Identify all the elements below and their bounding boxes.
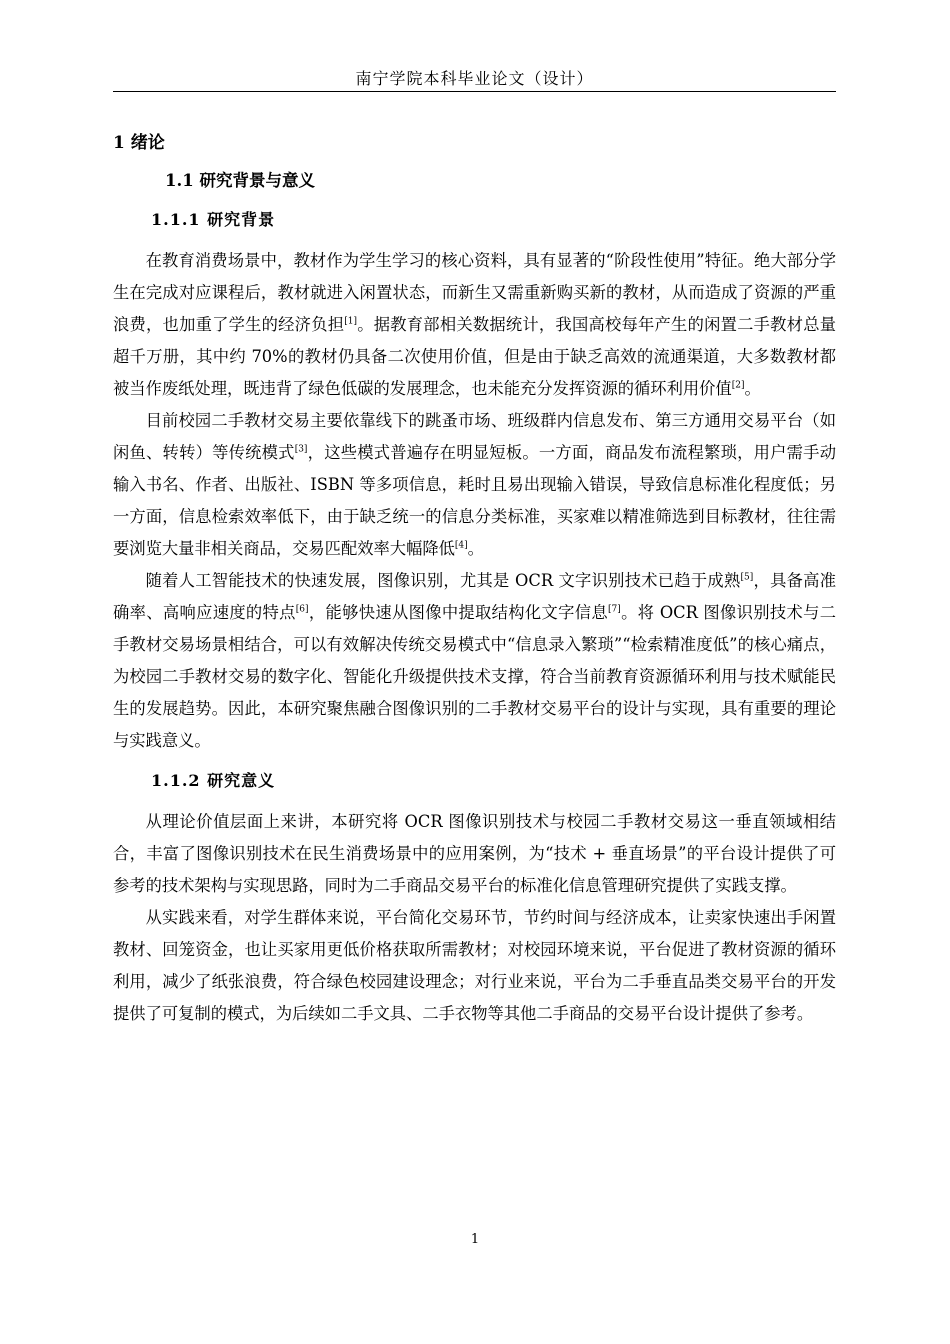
paragraph-background-3: 随着人工智能技术的快速发展，图像识别，尤其是 OCR 文字识别技术已趋于成熟[5]，具备高准确率、高响应速度的特点[6]，能够快速从图像中提取结构化文字信息[7]。将 OCR 图像识别技术与二手教材交易场景相结合，可以有效解决传统交易模式中“信息录入繁琐”“检索精准度低”的核心痛点，为校园二手教材交易的数字化、智能化升级提供技术支撑，符合当前教育资源循环利用与技术赋能民生的发展趋势。因此，本研究聚焦融合图像识别的二手教材交易平台的设计与实现，具有重要的理论与实践意义。: [113, 571, 836, 750]
page-number: 1: [470, 1232, 480, 1247]
citation: [7]: [607, 604, 621, 615]
section-heading: 1.1 研究背景与意义: [165, 171, 315, 190]
paragraph-background-2: 目前校园二手教材交易主要依靠线下的跳蚤市场、班级群内信息发布、第三方通用交易平台（如闲鱼、转转）等传统模式[3]，这些模式普遍存在明显短板。一方面，商品发布流程繁琐，用户需手动输入书名、作者、出版社、ISBN 等多项信息，耗时且易出现输入错误，导致信息标准化程度低；另一方面，信息检索效率低下，由于缺乏统一的信息分类标准，买家难以精准筛选到目标教材，往往需要浏览大量非相关商品，交易匹配效率大幅降低[4]。: [113, 411, 836, 558]
paragraph-significance-2: 从实践来看，对学生群体来说，平台简化交易环节，节约时间与经济成本，让卖家快速出手闲置教材、回笼资金，也让买家用更低价格获取所需教材；对校园环境来说，平台促进了教材资源的循环利用，减少了纸张浪费，符合绿色校园建设理念；对行业来说，平台为二手垂直品类交易平台的开发提供了可复制的模式，为后续如二手文具、二手衣物等其他二手商品的交易平台设计提供了参考。: [113, 908, 836, 1023]
citation: [2]: [731, 380, 745, 391]
citation: [4]: [454, 540, 468, 551]
header-rule: [113, 91, 836, 92]
citation: [3]: [294, 444, 308, 455]
page-body: [113, 128, 836, 1030]
chapter-heading: 1 绪论: [113, 133, 165, 153]
subsection-heading-background: 1.1.1 研究背景: [151, 210, 276, 229]
citation: [1]: [344, 316, 357, 327]
citation: [6]: [295, 604, 309, 615]
paragraph-significance-1: 从理论价值层面上来讲，本研究将 OCR 图像识别技术与校园二手教材交易这一垂直领域相结合，丰富了图像识别技术在民生消费场景中的应用案例，为“技术 + 垂直场景”的平台设计提供了可参考的技术架构与实现思路，同时为二手商品交易平台的标准化信息管理研究提供了实践支撑。: [113, 812, 836, 895]
citation: [5]: [740, 572, 754, 583]
subsection-heading-significance: 1.1.2 研究意义: [151, 771, 276, 790]
page-header: 南宁学院本科毕业论文（设计）: [355, 69, 594, 88]
paragraph-background-1: 在教育消费场景中，教材作为学生学习的核心资料，具有显著的“阶段性使用”特征。绝大部分学生在完成对应课程后，教材就进入闲置状态，而新生又需重新购买新的教材，从而造成了资源的严重浪费，也加重了学生的经济负担[1]。据教育部相关数据统计，我国高校每年产生的闲置二手教材总量超千万册，其中约 70%的教材仍具备二次使用价值，但是由于缺乏高效的流通渠道，大多数教材都被当作废纸处理，既违背了绿色低碳的发展理念，也未能充分发挥资源的循环利用价值[2]。: [113, 251, 836, 398]
